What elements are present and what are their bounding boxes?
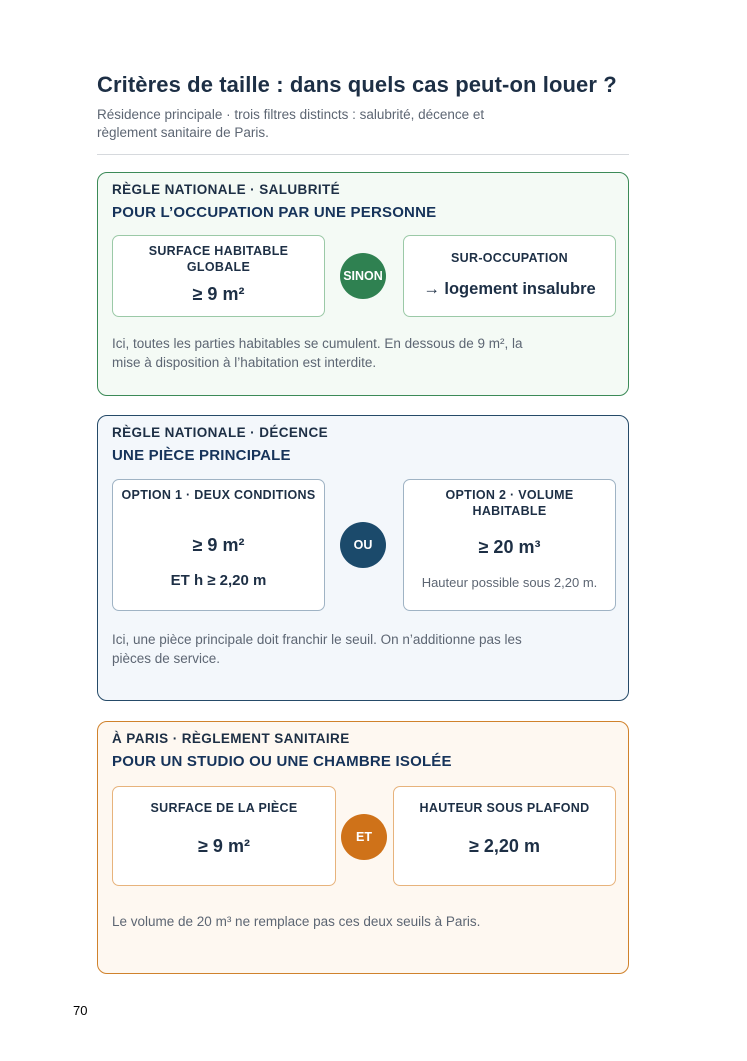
- card-value: → logement insalubre: [423, 280, 596, 298]
- option-1-card: [112, 479, 325, 611]
- page-number: 70: [73, 1003, 88, 1018]
- page-title: Critères de taille : dans quels cas peut-on louer ?: [97, 72, 617, 97]
- card-label: SUR-OCCUPATION: [451, 251, 568, 265]
- hauteur-plafond-card: [393, 786, 616, 886]
- surface-habitable-card: [112, 235, 325, 317]
- paris-section: [97, 721, 629, 974]
- card-note: Hauteur possible sous 2,20 m.: [421, 575, 598, 590]
- section-headline: POUR L’OCCUPATION PAR UNE PERSONNE: [112, 204, 437, 221]
- card-value: ≥ 9 m²: [192, 535, 245, 555]
- salubrite-section: [97, 172, 629, 396]
- et-badge: ET: [341, 814, 387, 860]
- card-value: ≥ 2,20 m: [469, 836, 540, 856]
- divider: [97, 154, 629, 155]
- section-headline: UNE PIÈCE PRINCIPALE: [112, 447, 291, 464]
- card-label: OPTION 1 · DEUX CONDITIONS: [121, 488, 316, 502]
- surface-piece-card: [112, 786, 336, 886]
- section-note: Ici, toutes les parties habitables se cumulent. En dessous de 9 m², la mise à disposition à l’habitation est interdite.: [112, 336, 523, 370]
- card-value: ≥ 20 m³: [478, 537, 541, 557]
- ou-badge: OU: [340, 522, 386, 568]
- section-kicker: À PARIS · RÈGLEMENT SANITAIRE: [112, 731, 350, 746]
- card-label: OPTION 2 · VOLUME HABITABLE: [445, 488, 574, 518]
- decence-section: [97, 415, 629, 701]
- sur-occupation-card: [403, 235, 616, 317]
- sinon-badge: SINON: [340, 253, 386, 299]
- card-condition: ET h ≥ 2,20 m: [170, 572, 267, 589]
- section-kicker: RÈGLE NATIONALE · SALUBRITÉ: [112, 182, 341, 197]
- card-label: HAUTEUR SOUS PLAFOND: [419, 801, 590, 815]
- section-kicker: RÈGLE NATIONALE · DÉCENCE: [112, 425, 329, 440]
- page-subtitle: Résidence principale · trois filtres distincts : salubrité, décence et règlement sanitaire de Paris.: [97, 107, 485, 140]
- card-label: SURFACE HABITABLE GLOBALE: [148, 244, 289, 274]
- card-label: SURFACE DE LA PIÈCE: [150, 801, 298, 815]
- section-headline: POUR UN STUDIO OU UNE CHAMBRE ISOLÉE: [112, 753, 452, 770]
- card-value: ≥ 9 m²: [192, 284, 245, 304]
- option-2-card: [403, 479, 616, 611]
- card-value: ≥ 9 m²: [198, 836, 250, 856]
- section-note: Le volume de 20 m³ ne remplace pas ces deux seuils à Paris.: [112, 914, 481, 929]
- section-note: Ici, une pièce principale doit franchir le seuil. On n’additionne pas les pièces de service.: [112, 632, 522, 666]
